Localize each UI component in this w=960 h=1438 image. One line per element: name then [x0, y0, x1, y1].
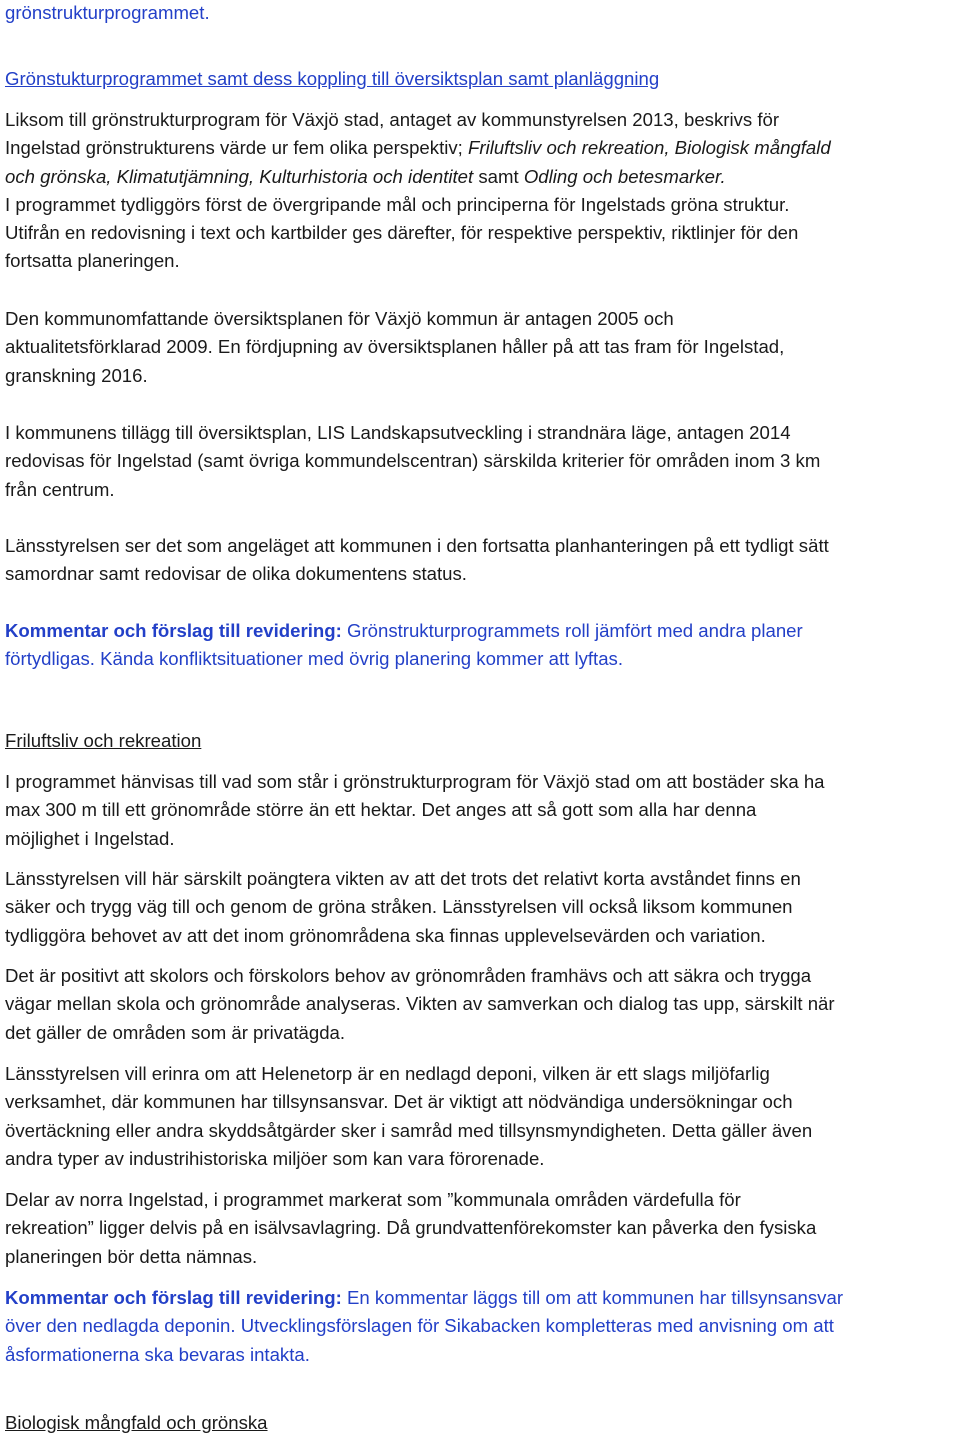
intro-paragraph-1: Liksom till grönstrukturprogram för Växjö stad, antaget av kommunstyrelsen 2013, beskrivs för Ingelstad grönstrukturens värde ur fem olika perspektiv; Friluftsliv och rekreation, Biologisk mångfald och grönska, Klimatutjämning, Kulturhistoria och identitet samt Odling och betesmarker. I programmet tydliggörs först de övergripande mål och principerna för Ingelstads gröna struktur. Utifrån en redovisning i text och kartbilder ges därefter, för respektive perspektiv, riktlinjer för den fortsatta planeringen. — [5, 106, 957, 276]
intro-p1-line3: och grönska, Klimatutjämning, Kulturhistoria och identitet samt Odling och betesmarker. — [5, 165, 726, 187]
friluftsliv-heading: Friluftsliv och rekreation — [5, 730, 202, 751]
comment-label: Kommentar och förslag till revidering: — [5, 1287, 342, 1308]
biologisk-heading: Biologisk mångfald och grönska — [5, 1412, 268, 1433]
intro-comment-line1: Kommentar och förslag till revidering: Grönstrukturprogrammets roll jämfört med andra planer — [5, 620, 803, 641]
friluftsliv-paragraph-2: Länsstyrelsen vill här särskilt poängtera vikten av att det trots det relativt korta avståndet finns en säker och trygg väg till och genom de gröna stråken. Länsstyrelsen vill också liksom kommunen tydliggöra behovet av att det inom grönområdena ska finnas upplevelsevärden och variation. — [5, 868, 801, 946]
friluftsliv-comment-line1: Kommentar och förslag till revidering: En kommentar läggs till om att kommunen har tillsynsansvar — [5, 1287, 844, 1308]
intro-paragraph-2: Den kommunomfattande översiktsplanen för Växjö kommun är antagen 2005 och aktualitetsförklarad 2009. En fördjupning av översiktsplanen håller på att tas fram för Ingelstad, granskning 2016. — [5, 308, 785, 386]
intro-comment: Kommentar och förslag till revidering: Grönstrukturprogrammets roll jämfört med andra planer förtydligas. Kända konfliktsituationer med övrig planering kommer att lyftas. — [5, 617, 957, 674]
intro-p1-line2: Ingelstad grönstrukturens värde ur fem olika perspektiv; Friluftsliv och rekreation, Biologisk mångfald — [5, 137, 831, 159]
intro-paragraph-3: I kommunens tillägg till översiktsplan, LIS Landskapsutveckling i strandnära läge, antagen 2014 redovisas för Ingelstad (samt övriga kommundelscentran) särskilda kriterier för områden inom 3 km från centrum. — [5, 422, 821, 500]
intro-paragraph-4: Länsstyrelsen ser det som angeläget att kommunen i den fortsatta planhanteringen på ett tydligt sätt samordnar samt redovisar de olika dokumentens status. — [5, 535, 829, 585]
friluftsliv-paragraph-4: Länsstyrelsen vill erinra om att Helenetorp är en nedlagd deponi, vilken är ett slags miljöfarlig verksamhet, där kommunen har tillsynsansvar. Det är viktigt att nödvändiga undersökningar och övertäckning eller andra skyddsåtgärder sker i samråd med tillsynsmyndigheten. Detta gäller även andra typer av industrihistoriska miljöer som kan vara förorenade. — [5, 1063, 813, 1169]
intro-heading: Grönstukturprogrammet samt dess koppling till översiktsplan samt planläggning — [5, 68, 660, 89]
friluftsliv-paragraph-5: Delar av norra Ingelstad, i programmet markerat som ”kommunala områden värdefulla för rekreation” ligger delvis på en isälvsavlagring. Då grundvattenförekomster kan påverka den fysiska planeringen bör detta nämnas. — [5, 1189, 817, 1267]
comment-label: Kommentar och förslag till revidering: — [5, 620, 342, 641]
friluftsliv-paragraph-1: I programmet hänvisas till vad som står i grönstrukturprogram för Växjö stad om att bostäder ska ha max 300 m till ett grönområde större än ett hektar. Det anges att så gott som alla har denna möjlighet i Ingelstad. — [5, 771, 825, 849]
friluftsliv-paragraph-3: Det är positivt att skolors och förskolors behov av grönområden framhävs och att säkra och trygga vägar mellan skola och grönområde analyseras. Vikten av samverkan och dialog tas upp, särskilt när det gäller de områden som är privatägda. — [5, 965, 835, 1043]
friluftsliv-comment: Kommentar och förslag till revidering: En kommentar läggs till om att kommunen har tillsynsansvar över den nedlagda deponin. Utvecklingsförslagen för Sikabacken kompletteras med anvisning om att åsformationerna ska bevaras intakta. — [5, 1284, 957, 1369]
top-fragment: grönstrukturprogrammet. — [5, 2, 210, 23]
